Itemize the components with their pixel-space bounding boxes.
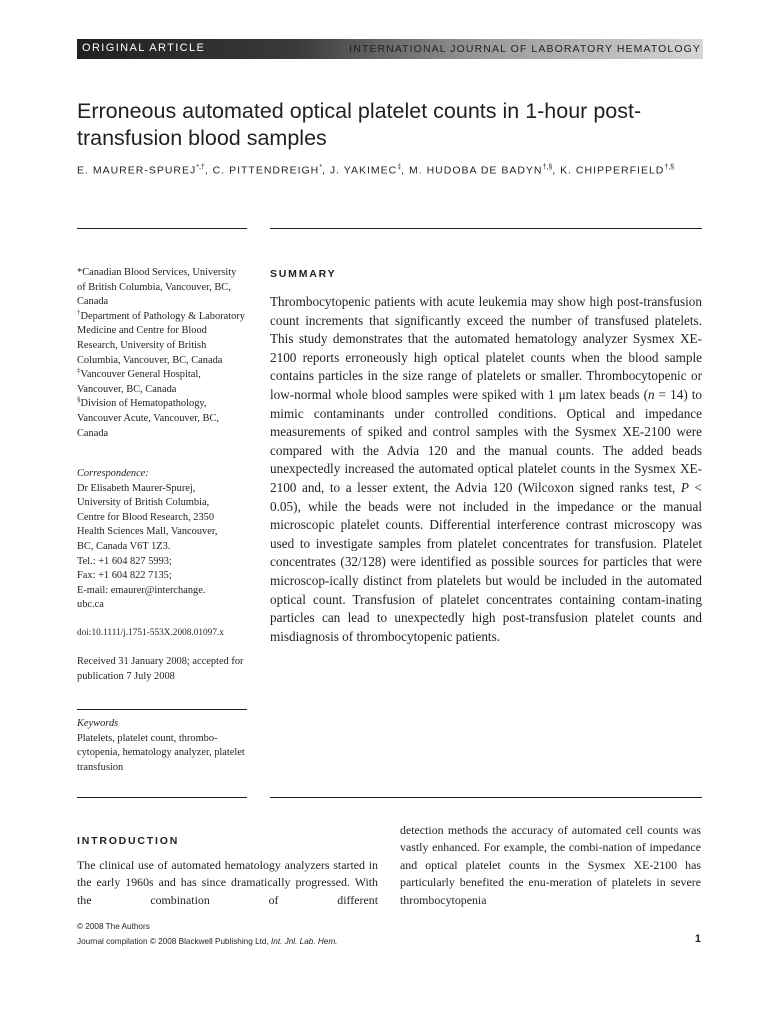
copyright-line: © 2008 The Authors (77, 922, 150, 931)
affiliation (77, 310, 247, 368)
affiliations (77, 266, 247, 441)
author-name: M. HUDOBA DE BADYN (408, 164, 543, 177)
affiliation-mark: † (77, 308, 81, 317)
author-affiliation-marks: ‡ (397, 164, 402, 171)
article-title: Erroneous automated optical platelet counts in 1-hour post-transfusion blood samples (77, 99, 642, 150)
author-separator: , (552, 164, 561, 177)
affiliation-text: Department of Pathology & Laboratory Medicine and Centre for Blood Research, University of British Columbia, Vancouver, BC, Canada (77, 310, 245, 366)
keywords-top-rule (77, 709, 247, 710)
affiliation-text: Vancouver General Hospital, Vancouver, BC, Canada (77, 369, 201, 395)
correspondence-line: Centre for Blood Research, 2350 (77, 511, 215, 523)
affiliation (77, 397, 247, 441)
correspondence-line: Tel.: +1 604 827 5993; (77, 555, 172, 567)
summary-bottom-rule (270, 797, 702, 798)
author-name: C. PITTENDREIGH (212, 164, 320, 177)
affiliation (77, 368, 247, 397)
affiliation-mark: ‡ (77, 366, 81, 375)
summary-text-part: < 0.05), while the beads were not included in the impedance or the manual microscopic platelet counts. Differential interference contrast microscopy was used to investigate samples from platelet concentrates for transfusion. Platelet concentrates (32/128) were identified as possible sources for particles that were microscop-ically distinct from platelets but would be included in the automated optical count. Transfusion of platelet concentrates containing contam-inating particles can lead to unexpectedly high post-transfusion platelet counts and misdiagnosis of thrombocytopenic patients. (270, 479, 702, 644)
keywords (77, 717, 247, 775)
summary-italic-var: P (680, 479, 689, 495)
introduction-heading: INTRODUCTION (77, 835, 180, 847)
correspondence-line: ubc.ca (77, 599, 104, 611)
keywords-label: Keywords (77, 718, 119, 729)
affiliation-mark: § (77, 395, 81, 404)
page-number: 1 (694, 933, 701, 945)
author-affiliation-marks: †,§ (664, 164, 675, 171)
correspondence-line: E-mail: emaurer@interchange. (77, 584, 206, 596)
summary-italic-var: n (648, 386, 655, 402)
author-separator: , (401, 164, 409, 177)
journal-name: INTERNATIONAL JOURNAL OF LABORATORY HEMATOLOGY (349, 43, 701, 55)
correspondence-line: Health Sciences Mall, Vancouver, (77, 526, 218, 538)
journal-compilation-line (77, 937, 337, 946)
affiliation-text: Division of Hematopathology, Vancouver Acute, Vancouver, BC, Canada (77, 398, 219, 439)
author-name: K. CHIPPERFIELD (560, 164, 665, 177)
author-affiliation-marks: †,§ (542, 164, 553, 171)
sidebar-top-rule (77, 228, 247, 229)
correspondence-line: University of British Columbia, (77, 497, 210, 509)
article-type-label: ORIGINAL ARTICLE (82, 42, 206, 54)
author-list (77, 164, 707, 177)
affiliation (77, 266, 247, 310)
sidebar-bottom-rule (77, 797, 247, 798)
correspondence-line: Dr Elisabeth Maurer-Spurej, (77, 482, 196, 494)
affiliation-text: *Canadian Blood Services, University of British Columbia, Vancouver, BC, Canada (77, 267, 237, 308)
compilation-text: Journal compilation © 2008 Blackwell Publishing Ltd, (77, 937, 271, 946)
author-affiliation-marks: *,† (196, 164, 205, 171)
journal-abbreviation: Int. Jnl. Lab. Hem. (271, 937, 338, 946)
introduction-column-1: The clinical use of automated hematology analyzers started in the early 1960s and has since dramatically progressed. With the combination of different (77, 858, 378, 907)
summary-heading: SUMMARY (270, 268, 337, 280)
received-accepted-dates: Received 31 January 2008; accepted for publication 7 July 2008 (77, 656, 244, 682)
summary-text (270, 293, 702, 646)
correspondence-label: Correspondence: (77, 468, 149, 479)
keywords-text: Platelets, platelet count, thrombo-cytopenia, hematology analyzer, platelet transfusion (77, 732, 245, 773)
author-affiliation-marks: * (319, 164, 322, 171)
correspondence-line: Fax: +1 604 822 7135; (77, 570, 172, 582)
author-name: E. MAURER-SPUREJ (77, 164, 197, 177)
author-separator: , (204, 164, 213, 177)
author-separator: , (322, 164, 330, 177)
summary-text-part: Thrombocytopenic patients with acute leukemia may show high post-transfusion count increments that significantly exceed the number of transfused platelets. This study demonstrates that the automated hematology analyzer Sysmex XE-2100 reports erroneously high optical platelet counts when the blood sample contains particles in the size range of platelets or smaller. Thrombocytopenic or low-normal whole blood samples were spiked with 1 μm latex beads ( (270, 294, 702, 402)
summary-text-part: = 14) to mimic contaminants under controlled conditions. Optical and impedance measurements of spiked and control samples with the Sysmex XE-2100 were compared with the Advia 120 and the manual counts. The added beads unexpectedly increased the automated optical platelet counts in the Sysmex XE-2100 and, to a lesser extent, the Advia 120 (Wilcoxon signed ranks test, (270, 386, 702, 495)
correspondence (77, 467, 247, 613)
author-name: J. YAKIMEC (329, 164, 398, 177)
summary-top-rule (270, 228, 702, 229)
introduction-column-2: detection methods the accuracy of automated cell counts was vastly enhanced. For example, the combi-nation of impedance and optical platelet counts in the Sysmex XE-2100 has particularly benefited the enu-meration of platelets in severe thrombocytopenia (400, 823, 701, 907)
correspondence-line: BC, Canada V6T 1Z3. (77, 540, 171, 552)
doi: doi:10.1111/j.1751-553X.2008.01097.x (77, 628, 224, 638)
